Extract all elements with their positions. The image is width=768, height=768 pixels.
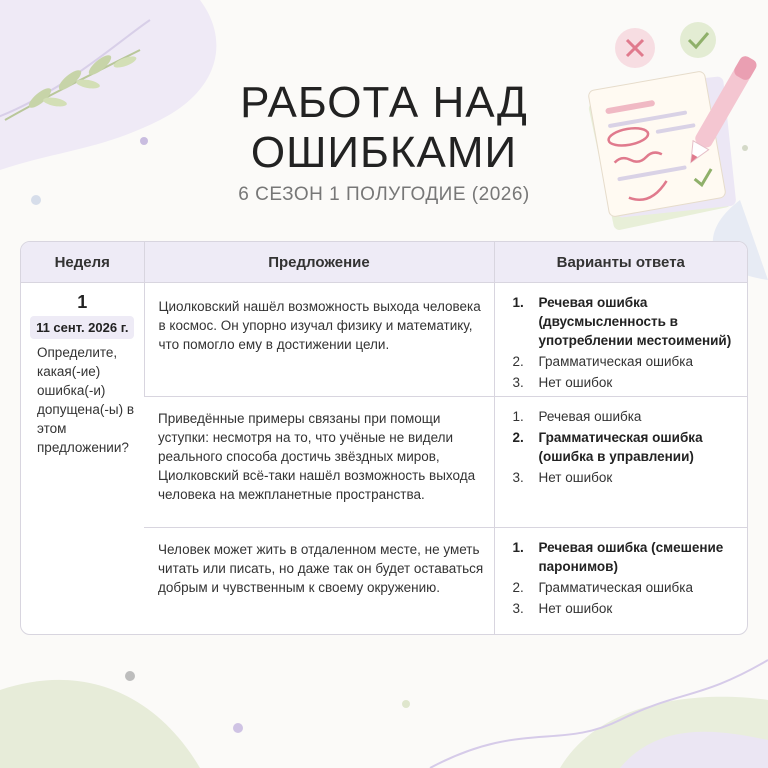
answer-option: 2. Грамматическая ошибка bbox=[512, 354, 693, 369]
answers-cell bbox=[494, 397, 747, 528]
answer-option: 1. Речевая ошибка bbox=[512, 409, 642, 424]
table-row bbox=[21, 283, 747, 397]
answer-option: 3. Нет ошибок bbox=[512, 601, 613, 616]
errors-table bbox=[20, 241, 748, 635]
sentence-cell: Человек может жить в отдаленном месте, не уметь читать или писать, но даже так он будет оставаться добрым и чувственным к своему окружению. bbox=[144, 528, 494, 635]
answer-option: 3. Нет ошибок bbox=[512, 470, 613, 485]
answer-option: 3. Нет ошибок bbox=[512, 375, 613, 390]
answer-option: 2. Грамматическая ошибка (ошибка в управлении) bbox=[512, 430, 703, 464]
answers-cell bbox=[494, 528, 747, 635]
page-title bbox=[0, 78, 768, 178]
answer-option: 1. Речевая ошибка (смешение паронимов) bbox=[512, 540, 724, 574]
week-number: 1 bbox=[77, 292, 88, 312]
week-date-badge: 11 сент. 2026 г. bbox=[30, 316, 134, 339]
header-sentence: Предложение bbox=[144, 242, 494, 283]
header-answers: Варианты ответа bbox=[494, 242, 747, 283]
answers-cell bbox=[494, 283, 747, 397]
title-line-1: РАБОТА НАД bbox=[240, 78, 528, 127]
answer-option: 2. Грамматическая ошибка bbox=[512, 580, 693, 595]
answer-option: 1. Речевая ошибка (двусмысленность в употреблении местоимений) bbox=[512, 295, 732, 348]
header-week: Неделя bbox=[21, 242, 144, 283]
sentence-cell: Циолковский нашёл возможность выхода человека в космос. Он упорно изучал физику и математику, что помогло ему в достижении цели. bbox=[144, 283, 494, 397]
title-line-2: ОШИБКАМИ bbox=[250, 128, 518, 177]
week-question: Определите, какая(-ие) ошибка(-и) допущена(-ы) в этом предложении? bbox=[37, 345, 134, 455]
week-cell bbox=[21, 283, 144, 635]
page-subtitle: 6 СЕЗОН 1 ПОЛУГОДИЕ (2026) bbox=[238, 184, 530, 205]
sentence-cell: Приведённые примеры связаны при помощи уступки: несмотря на то, что учёные не видели реального способа достичь звёздных миров, Циолковский всё-таки нашёл возможность выхода человека на межпланетные пространства. bbox=[144, 397, 494, 528]
table-header-row bbox=[21, 242, 747, 283]
